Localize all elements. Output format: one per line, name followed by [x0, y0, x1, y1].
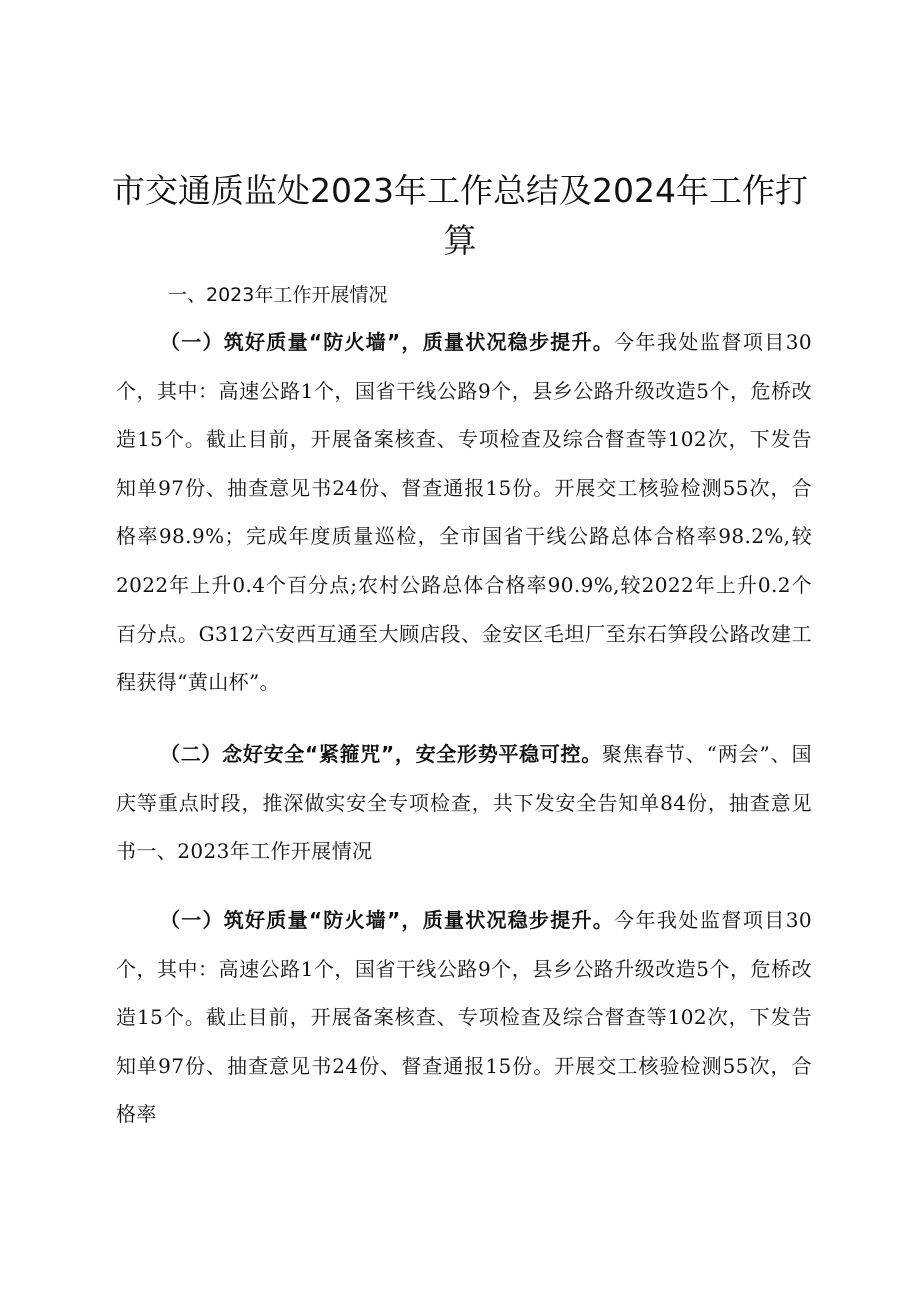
- document-title: 市交通质监处2023年工作总结及2024年工作打算: [112, 171, 808, 260]
- paragraph-safety: [116, 730, 812, 876]
- paragraph-quality: [116, 318, 812, 707]
- paragraph-body: 今年我处监督项目30个，其中：高速公路1个，国省干线公路9个，县乡公路升级改造5个，危桥改造15个。截止目前，开展备案核查、专项检查及综合督查等102次，下发告知单97份、抽查意见书24份、督查通报15份。开展交工核验检测55次，合格率98.9%；完成年度质量巡检，全市国省干线公路总体合格率98.2%,较2022年上升0.4个百分点;农村公路总体合格率90.9%,较2022年上升0.2个百分点。G312六安西互通至大顾店段、金安区毛坦厂至东石笋段公路改建工程获得“黄山杯”。: [116, 330, 812, 695]
- paragraph-lead: （一）筑好质量“防火墙”，质量状况稳步提升。: [160, 330, 615, 354]
- paragraph-body: 今年我处监督项目30个，其中：高速公路1个，国省干线公路9个，县乡公路升级改造5个，危桥改造15个。截止目前，开展备案核查、专项检查及综合督查等102次，下发告知单97份、抽查意见书24份、督查通报15份。开展交工核验检测55次，合格率: [116, 908, 812, 1127]
- paragraph-body: 聚焦春节、“两会”、国庆等重点时段，推深做实安全专项检查，共下发安全告知单84份，抽查意见书一、2023年工作开展情况: [116, 742, 812, 864]
- paragraph-lead: （一）筑好质量“防火墙”，质量状况稳步提升。: [160, 908, 615, 932]
- section-heading: 一、2023年工作开展情况: [168, 284, 388, 306]
- paragraph-quality-repeat: [116, 896, 812, 1139]
- paragraph-lead: （二）念好安全“紧箍咒”，安全形势平稳可控。: [160, 742, 602, 766]
